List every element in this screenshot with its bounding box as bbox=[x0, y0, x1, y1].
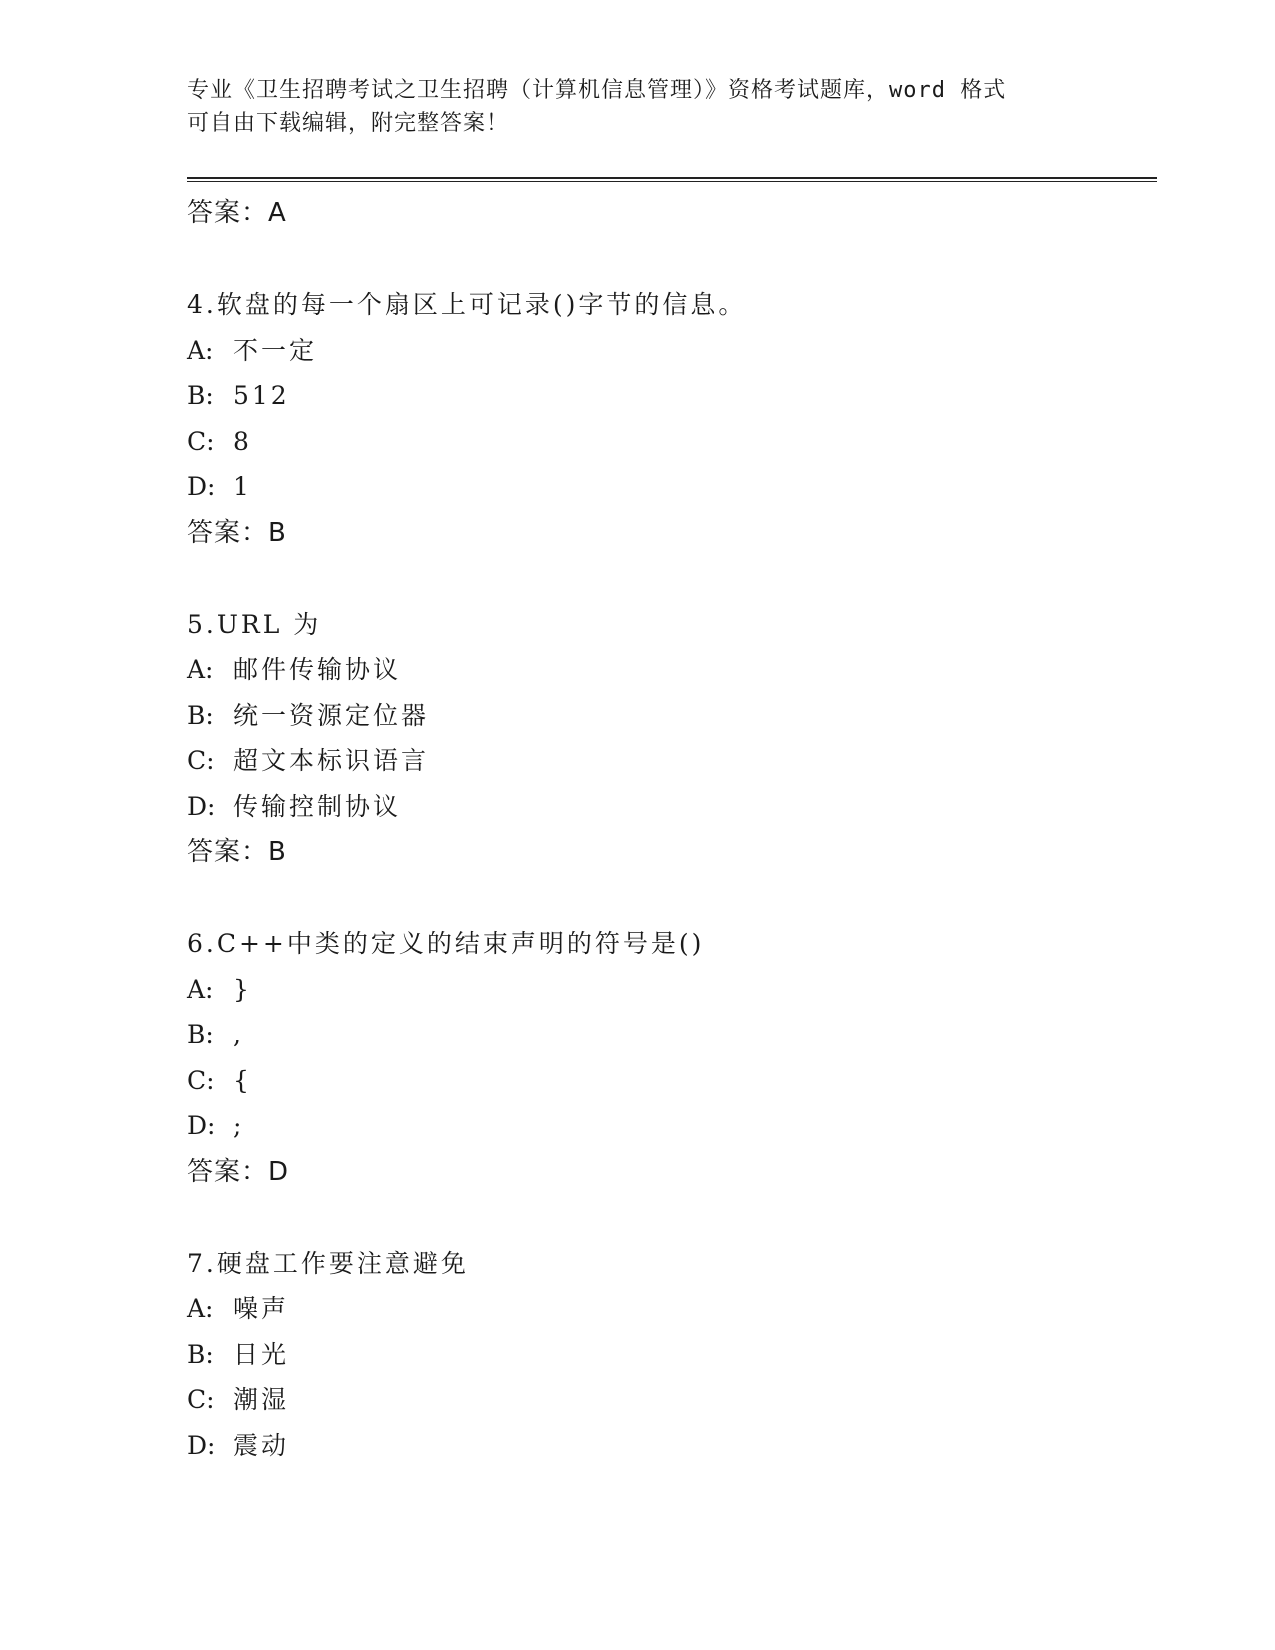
option-letter: B: bbox=[187, 700, 214, 730]
option-text: 统一资源定位器 bbox=[233, 700, 430, 730]
option-letter: C: bbox=[187, 1385, 215, 1414]
option-d bbox=[187, 784, 1147, 830]
option-text: 震动 bbox=[233, 1430, 290, 1460]
option-text: 512 bbox=[233, 381, 290, 410]
previous-answer: 答案：A bbox=[187, 198, 287, 228]
question-text: 7.硬盘工作要注意避免 bbox=[187, 1248, 469, 1278]
question-text: 4.软盘的每一个扇区上可记录()字节的信息。 bbox=[187, 290, 747, 319]
answer-line: 答案：B bbox=[187, 517, 287, 548]
option-b bbox=[187, 1332, 1147, 1378]
question-4 bbox=[187, 282, 1147, 556]
question-6 bbox=[187, 921, 1147, 1195]
option-text: , bbox=[233, 1020, 244, 1049]
option-letter: B: bbox=[187, 381, 214, 410]
option-c bbox=[187, 738, 1147, 784]
answer-line: 答案：B bbox=[187, 837, 287, 867]
option-letter: D: bbox=[187, 791, 216, 821]
option-text: 噪声 bbox=[233, 1294, 290, 1323]
option-c bbox=[187, 1058, 1147, 1104]
option-text: 传输控制协议 bbox=[233, 791, 402, 821]
option-b bbox=[187, 693, 1147, 739]
option-letter: A: bbox=[187, 1294, 214, 1323]
option-letter: C: bbox=[187, 426, 215, 456]
option-letter: B: bbox=[187, 1020, 214, 1049]
option-a bbox=[187, 1286, 1147, 1332]
header-line-2: 可自由下载编辑，附完整答案！ bbox=[187, 111, 510, 136]
option-text: 8 bbox=[233, 426, 252, 456]
option-text: 不一定 bbox=[233, 335, 318, 365]
option-text: 潮湿 bbox=[233, 1385, 290, 1414]
option-letter: D: bbox=[187, 1430, 216, 1460]
question-7 bbox=[187, 1241, 1147, 1469]
option-c bbox=[187, 1377, 1147, 1423]
option-letter: B: bbox=[187, 1339, 214, 1369]
question-5 bbox=[187, 602, 1147, 876]
option-letter: C: bbox=[187, 746, 215, 775]
option-b bbox=[187, 1012, 1147, 1058]
option-c bbox=[187, 419, 1147, 465]
option-letter: D: bbox=[187, 472, 216, 501]
option-letter: A: bbox=[187, 974, 214, 1004]
option-text: } bbox=[233, 974, 252, 1004]
option-b bbox=[187, 373, 1147, 419]
option-letter: D: bbox=[187, 1111, 216, 1140]
option-text: { bbox=[233, 1065, 252, 1095]
question-list bbox=[187, 190, 1147, 1468]
option-letter: A: bbox=[187, 335, 214, 365]
question-text: 5.URL 为 bbox=[187, 609, 322, 639]
option-text: 邮件传输协议 bbox=[233, 655, 402, 684]
option-text: 超文本标识语言 bbox=[233, 746, 430, 775]
option-a bbox=[187, 647, 1147, 693]
option-a bbox=[187, 328, 1147, 374]
document-header bbox=[187, 74, 1067, 140]
option-letter: A: bbox=[187, 655, 214, 684]
option-d bbox=[187, 1423, 1147, 1469]
option-d bbox=[187, 1103, 1147, 1149]
header-divider bbox=[187, 177, 1157, 182]
option-d bbox=[187, 464, 1147, 510]
option-text: 日光 bbox=[233, 1339, 290, 1369]
question-text: 6.C++中类的定义的结束声明的符号是() bbox=[187, 929, 705, 958]
option-a bbox=[187, 967, 1147, 1013]
option-text: ; bbox=[233, 1111, 245, 1140]
answer-line: 答案：D bbox=[187, 1156, 290, 1187]
option-letter: C: bbox=[187, 1065, 215, 1095]
header-line-1: 专业《卫生招聘考试之卫生招聘（计算机信息管理）》资格考试题库，word 格式 bbox=[187, 78, 1007, 103]
option-text: 1 bbox=[233, 472, 252, 501]
